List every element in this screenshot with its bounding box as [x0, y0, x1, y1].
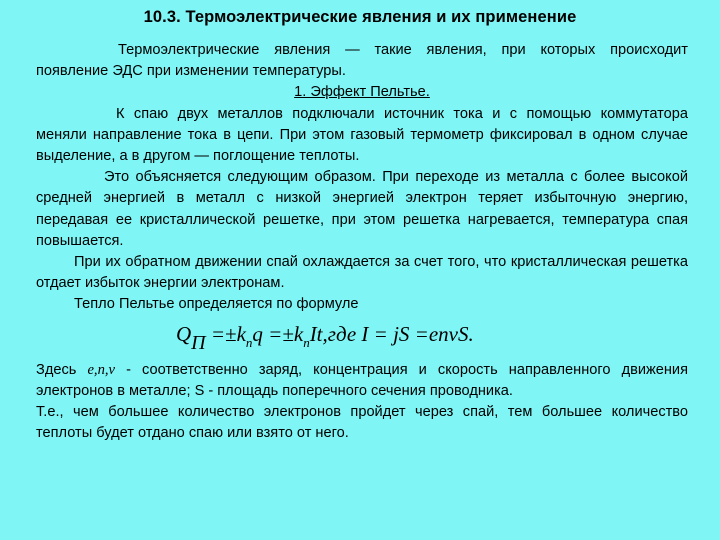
paragraph-experiment: К спаю двух металлов подключали источник тока и с помощью коммутатора меняли направление тока в цепи. При этом газовый термометр фиксировал в одном случае выделение, а в другом — поглощение теплоты.: [36, 105, 688, 165]
paragraph-explanation: Это объясняется следующим образом. При переходе из металла с более высокой средней энергией в металл с низкой энергией электрон теряет избыточную энергию, передавая ее кристаллической решетке, при этом решетка нагревается, температура спая повышается.: [36, 169, 688, 249]
paragraph-formula-intro: Тепло Пельтье определяется по формуле: [74, 296, 359, 313]
page-title: 10.3. Термоэлектрические явления и их применение: [143, 8, 577, 26]
formula-k-sub-1: п: [245, 334, 253, 350]
formula-q-sub: П: [191, 331, 206, 354]
formula-part3: It,где I = jS =envS.: [309, 321, 474, 346]
peltier-formula: [36, 316, 688, 360]
formula-part2: q =±k: [252, 321, 304, 346]
symbols-text: - соответственно заряд, концентрация и скорость направленного движения электронов в металле; S - площадь поперечного сечения проводника.: [36, 361, 688, 399]
symbols-e-n-v: e,n,v: [87, 361, 116, 378]
formula-k-sub-2: п: [303, 334, 310, 350]
paragraph-symbols: [36, 360, 688, 402]
formula-part1: =±k: [210, 321, 246, 346]
paragraph-definition: Термоэлектрические явления — такие явления, при которых происходит появление ЭДС при изменении температуры.: [36, 42, 688, 80]
symbols-prefix: Здесь: [36, 361, 77, 378]
formula-q: Q: [176, 321, 192, 346]
section-heading: 1. Эффект Пельтье.: [294, 84, 430, 101]
paragraph-reverse: При их обратном движении спай охлаждается за счет того, что кристаллическая решетка отдает избыток энергии электронам.: [36, 254, 688, 292]
body-text: [36, 40, 688, 444]
paragraph-conclusion: Т.е., чем большее количество электронов пройдет через спай, тем большее количество теплоты будет отдано спаю или взято от него.: [36, 404, 688, 442]
